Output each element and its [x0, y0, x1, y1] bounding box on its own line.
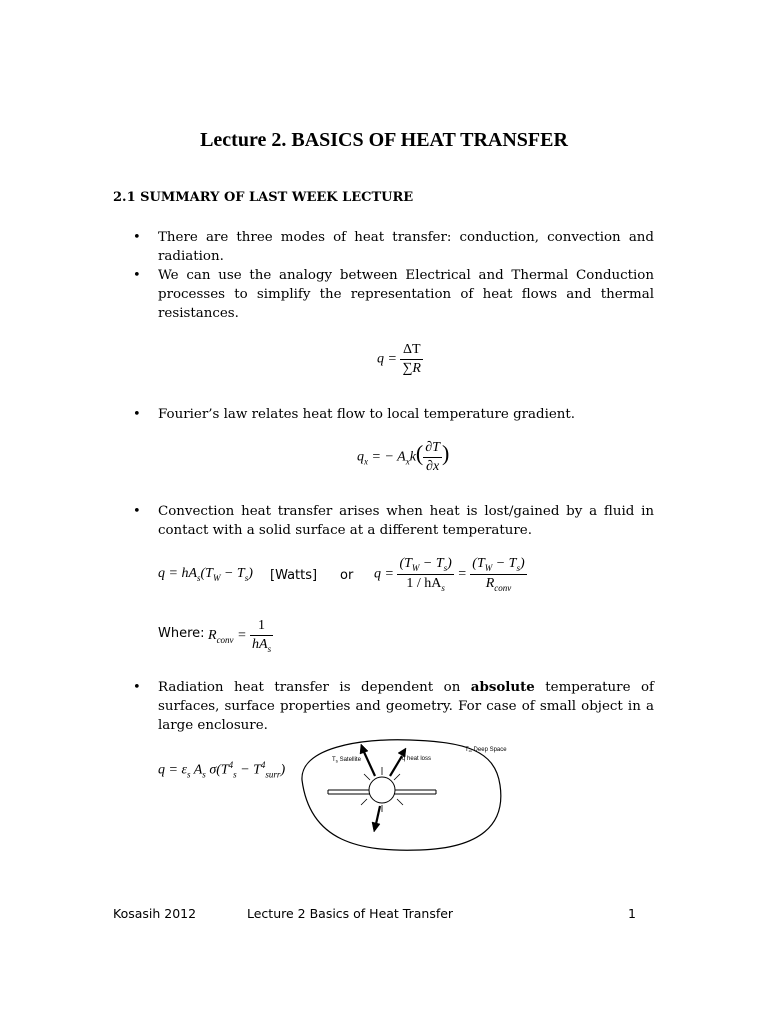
bullet-text-part: temperature of surfaces, surface properties and geometry. For case of small object in a large enclosure.: [158, 680, 654, 733]
bullet-text: We can use the analogy between Electrical and Thermal Conduction processes to simplify the representation of heat flows and thermal resistances.: [158, 268, 654, 321]
bullet-item: [133, 405, 654, 424]
footer-page-number: 1: [628, 906, 636, 921]
equation-part: ): [280, 762, 286, 778]
equation-radiation: [158, 760, 285, 779]
deep-space-temp-label: $T_\infty$ Deep Space: [465, 747, 507, 754]
satellite-diagram: [290, 730, 530, 860]
equation-part: − T: [220, 566, 245, 581]
bullet-icon: •: [133, 230, 141, 245]
bullet-text-bold: absolute: [470, 679, 535, 695]
satellite-temp-label: $T_s$ Satellite: [332, 757, 361, 764]
equation-part: ): [248, 566, 253, 581]
fraction-numerator: [470, 556, 526, 575]
equation-convection: [158, 566, 253, 583]
bullet-text: There are three modes of heat transfer: conduction, convection and radiation.: [158, 230, 654, 264]
equation-lhs: q =: [374, 566, 394, 582]
fraction-numerator: ∂T: [423, 440, 442, 458]
bullet-item: [133, 228, 654, 266]
equation-convection-resistance: [374, 556, 527, 593]
bullet-icon: •: [133, 680, 141, 695]
bullet-text: Fourier’s law relates heat flow to local temperature gradient.: [158, 407, 576, 422]
equation-part: − T: [236, 762, 261, 778]
equation-part: − T: [492, 556, 517, 571]
footer-author: Kosasih 2012: [113, 906, 197, 921]
equation-part: (T: [200, 566, 213, 581]
subscript: s: [197, 572, 201, 583]
equals-sign: =: [237, 628, 247, 644]
bullet-item: [133, 678, 654, 735]
equation-lhs: R: [208, 628, 217, 644]
fraction: [400, 342, 423, 377]
fraction: [250, 618, 273, 654]
subscript: s: [267, 643, 272, 654]
section-heading: 2.1 SUMMARY OF LAST WEEK LECTURE: [113, 190, 414, 205]
equals-sign: =: [457, 566, 467, 582]
open-paren-icon: (: [415, 440, 424, 466]
equation-part: (T: [399, 556, 412, 571]
equation-part: σ(T: [205, 762, 229, 778]
subscript: x: [364, 456, 368, 467]
bullet-text-part: Radiation heat transfer is dependent on: [158, 680, 471, 695]
subscript: s: [233, 769, 237, 780]
subscript: conv: [494, 582, 512, 593]
footer-title: Lecture 2 Basics of Heat Transfer: [247, 906, 454, 921]
bullet-icon: •: [133, 407, 141, 422]
fraction-numerator: [397, 556, 453, 575]
subscript: s: [186, 769, 191, 780]
equation-part: ): [519, 556, 525, 571]
subscript: s: [202, 769, 206, 780]
equation-part: hA: [252, 637, 268, 652]
conductivity-symbol: k: [409, 449, 416, 465]
equation-part: (T: [472, 556, 485, 571]
subscript: s: [516, 562, 520, 573]
fraction: [423, 440, 442, 475]
equation-lhs: q = ε: [158, 762, 187, 778]
fraction-numerator: ΔT: [400, 342, 423, 360]
fraction-denominator: [250, 636, 273, 654]
subscript: x: [405, 456, 410, 467]
bullet-text: [158, 680, 654, 733]
equation-lhs: q = hA: [158, 566, 197, 581]
subscript: s: [443, 562, 448, 573]
equation-part: − T: [419, 556, 444, 571]
subscript: s: [244, 572, 249, 583]
fraction-denominator: ∑R: [402, 361, 421, 376]
fraction-denominator: ∂x: [426, 459, 440, 474]
bullet-icon: •: [133, 268, 141, 283]
bullet-item: [133, 502, 654, 540]
equation-rconv: [208, 618, 273, 654]
subscript: W: [484, 562, 493, 573]
equation-part: R: [485, 575, 495, 591]
fraction: [470, 556, 526, 593]
bullet-text: Convection heat transfer arises when heat is lost/gained by a fluid in contact with a solid surface at a different temperature.: [158, 504, 654, 538]
subscript: conv: [216, 634, 234, 645]
bullet-item: [133, 266, 654, 323]
satellite-body: [369, 777, 395, 803]
equation-part: A: [190, 762, 203, 778]
equation-fourier: [357, 440, 449, 475]
equation-thermal-resistance: [377, 342, 423, 377]
heat-loss-label: q heat loss: [402, 756, 432, 762]
fraction-denominator: [470, 575, 526, 593]
fraction-denominator: [397, 575, 453, 593]
subscript: s: [441, 582, 445, 593]
fraction: [397, 556, 453, 593]
page-title: Lecture 2. BASICS OF HEAT TRANSFER: [200, 129, 568, 151]
where-label: Where:: [158, 626, 205, 641]
subscript: W: [411, 562, 420, 573]
equation-lhs: q =: [377, 351, 397, 367]
subscript: W: [212, 572, 221, 583]
equation-lhs: q: [357, 449, 364, 465]
equation-part: ): [447, 556, 452, 571]
equation-rhs: = − A: [371, 449, 406, 465]
close-paren-icon: ): [441, 440, 450, 466]
fraction-numerator: 1: [250, 618, 273, 636]
equation-part: 1 / hA: [406, 575, 442, 591]
bullet-icon: •: [133, 504, 141, 519]
subscript: surr: [265, 769, 281, 780]
or-label: or: [340, 568, 354, 583]
superscript: 4: [228, 760, 234, 770]
superscript: 4: [260, 760, 266, 770]
units-label: [Watts]: [270, 568, 318, 583]
